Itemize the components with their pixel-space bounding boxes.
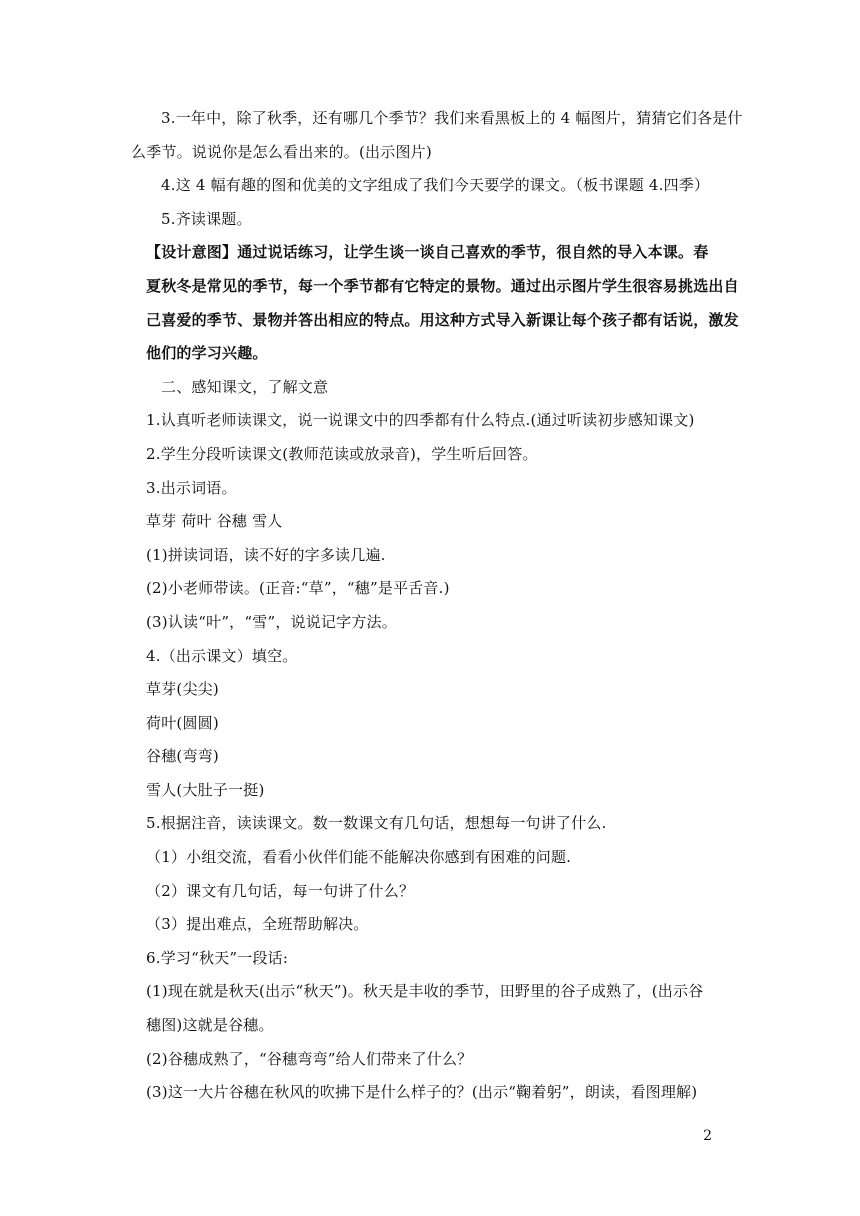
- paragraph: [146, 948, 730, 968]
- page-number: 2: [703, 1128, 712, 1144]
- text-line: (2)小老师带读。(正音:“草”，“穗”是平舌音.): [146, 579, 450, 598]
- text-line: 1.认真听老师读课文，说一说课文中的四季都有什么特点.(通过听读初步感知课文): [146, 411, 695, 430]
- paragraph: [146, 780, 730, 800]
- text-line: 2.学生分段听读课文(教师范读或放录音)，学生听后回答。: [146, 444, 538, 463]
- paragraph: [146, 1049, 730, 1069]
- paragraph: [146, 914, 730, 934]
- text-line: 草芽 荷叶 谷穗 雪人: [146, 512, 283, 531]
- text-line: 【设计意图】通过说话练习，让学生谈一谈自己喜欢的季节，很自然的导入本课。春: [146, 243, 709, 262]
- text-line: 草芽(尖尖): [146, 680, 219, 699]
- text-line: 5.齐读课题。: [161, 209, 252, 228]
- paragraph: [146, 377, 730, 397]
- paragraph: [146, 209, 730, 229]
- text-line: 6.学习“秋天”一段话:: [146, 948, 289, 967]
- text-line: 么季节。说说你是怎么看出来的。(出示图片): [131, 142, 432, 161]
- document-body: [131, 108, 743, 1116]
- text-line: 3.出示词语。: [146, 478, 237, 497]
- text-line: 5.根据注音，读读课文。数一数课文有几句话，想想每一句讲了什么.: [146, 814, 607, 833]
- paragraph: [146, 578, 730, 598]
- text-line: 4.（出示课文）填空。: [146, 646, 298, 665]
- paragraph: [146, 612, 730, 632]
- paragraph: [146, 713, 730, 733]
- text-line: 二、感知课文，了解文意: [161, 377, 329, 396]
- paragraph: [146, 679, 730, 699]
- paragraph: [146, 545, 730, 565]
- text-line: 3.一年中，除了秋季，还有哪几个季节？我们来看黑板上的 4 幅图片，猜猜它们各是什: [161, 109, 743, 127]
- text-line: (2)谷穗成熟了，“谷穗弯弯”给人们带来了什么？: [146, 1049, 473, 1068]
- text-line: 夏秋冬是常见的季节，每一个季节都有它特定的景物。通过出示图片学生很容易挑选出自: [146, 276, 739, 295]
- paragraph: [146, 444, 730, 464]
- paragraph: [146, 981, 730, 1035]
- paragraph: [146, 881, 730, 901]
- text-line: 己喜爱的季节、景物并答出相应的特点。用这种方式导入新课让每个孩子都有话说，激发: [146, 310, 739, 329]
- paragraph: [146, 410, 730, 430]
- paragraph: [131, 108, 743, 162]
- paragraph: [146, 646, 730, 666]
- text-line: 雪人(大肚子一挺): [146, 780, 265, 799]
- paragraph: [146, 511, 730, 531]
- text-line: （1）小组交流，看看小伙伴们能不能解决你感到有困难的问题.: [146, 848, 572, 867]
- paragraph: [146, 847, 730, 867]
- text-line: （2）课文有几句话，每一句讲了什么？: [146, 881, 415, 900]
- paragraph: [146, 1082, 730, 1102]
- paragraph: [146, 175, 730, 195]
- paragraph: [146, 813, 730, 833]
- text-line: 4.这 4 幅有趣的图和优美的文字组成了我们今天要学的课文。（板书课题 4.四季）: [161, 176, 710, 195]
- text-line: (1)现在就是秋天(出示“秋天”)。秋天是丰收的季节，田野里的谷子成熟了，(出示谷: [146, 982, 704, 1001]
- text-line: (1)拼读词语，读不好的字多读几遍.: [146, 545, 386, 564]
- text-line: （3）提出难点，全班帮助解决。: [146, 915, 369, 934]
- text-line: 谷穗(弯弯): [146, 747, 219, 766]
- text-line: (3)这一大片谷穗在秋风的吹拂下是什么样子的？(出示“鞠着躬”，朗读，看图理解): [146, 1083, 698, 1102]
- text-line: 穗图)这就是谷穗。: [146, 1016, 274, 1035]
- paragraph: [146, 478, 730, 498]
- text-line: 荷叶(圆圆): [146, 713, 219, 732]
- design-intent-paragraph: [146, 242, 739, 363]
- text-line: (3)认读“叶”，“雪”，说说记字方法。: [146, 612, 397, 631]
- text-line: 他们的学习兴趣。: [146, 344, 268, 363]
- paragraph: [146, 746, 730, 766]
